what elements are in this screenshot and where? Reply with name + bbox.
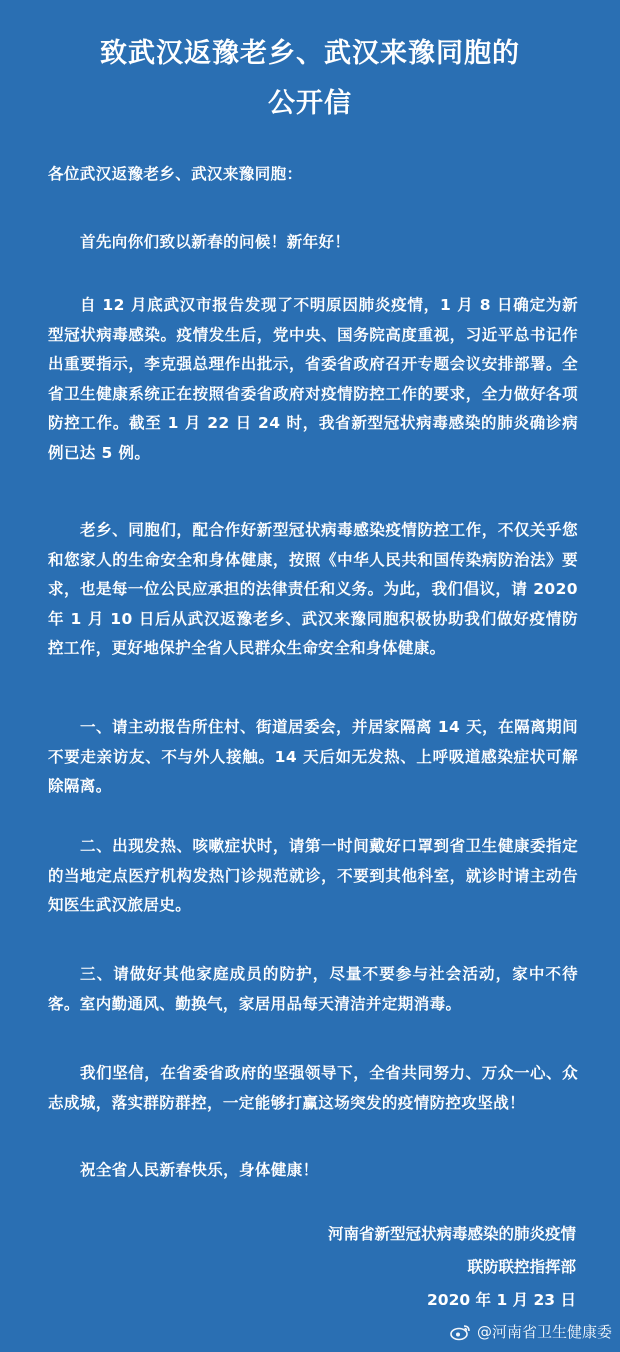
letter-title-line2: 公开信 <box>268 88 352 119</box>
weibo-icon <box>450 1323 472 1341</box>
paragraph-background: 自 12 月底武汉市报告发现了不明原因肺炎疫情，1 月 8 日确定为新型冠状病毒感染。疫情发生后，党中央、国务院高度重视，习近平总书记作出重要指示，李克强总理作出批示，省委省政府召开专题会议安排部署。全省卫生健康系统正在按照省委省政府对疫情防控工作的要求，全力做好各项防控工作。截至 1 月 22 日 24 时，我省新型冠状病毒感染的肺炎确诊病例已达 5 例。 <box>48 296 578 462</box>
item-1-quarantine: 一、请主动报告所住村、街道居委会，并居家隔离 14 天，在隔离期间不要走亲访友、不与外人接触。14 天后如无发热、上呼吸道感染症状可解除隔离。 <box>48 718 578 795</box>
signature-date: 2020 年 1 月 23 日 <box>427 1291 576 1309</box>
item-3-family-protection: 三、请做好其他家庭成员的防护，尽量不要参与社会活动，家中不待客。室内勤通风、勤换气，家居用品每天清洁并定期消毒。 <box>48 965 578 1013</box>
blessing: 祝全省人民新春快乐，身体健康！ <box>80 1161 319 1179</box>
signature-org-line1: 河南省新型冠状病毒感染的肺炎疫情 <box>327 1225 576 1243</box>
paragraph-confidence: 我们坚信，在省委省政府的坚强领导下，全省共同努力、万众一心、众志成城，落实群防群控，一定能够打赢这场突发的疫情防控攻坚战！ <box>48 1064 578 1112</box>
paragraph-appeal: 老乡、同胞们，配合作好新型冠状病毒感染疫情防控工作，不仅关乎您和您家人的生命安全和身体健康，按照《中华人民共和国传染病防治法》要求，也是每一位公民应承担的法律责任和义务。为此，我们倡议，请 2020 年 1 月 10 日后从武汉返豫老乡、武汉来豫同胞积极协助我们做好疫情防控工作，更好地保护全省人民群众生命安全和身体健康。 <box>48 521 578 657</box>
watermark-text: @河南省卫生健康委 <box>476 1323 612 1341</box>
signature-org-line2: 联防联控指挥部 <box>467 1258 576 1276</box>
greeting: 首先向你们致以新春的问候！新年好！ <box>80 233 351 251</box>
letter-title-line1: 致武汉返豫老乡、武汉来豫同胞的 <box>100 38 520 69</box>
weibo-watermark <box>450 1321 612 1342</box>
salutation: 各位武汉返豫老乡、武汉来豫同胞： <box>48 165 303 183</box>
item-2-fever-clinic: 二、出现发热、咳嗽症状时，请第一时间戴好口罩到省卫生健康委指定的当地定点医疗机构发热门诊规范就诊，不要到其他科室，就诊时请主动告知医生武汉旅居史。 <box>48 837 578 914</box>
